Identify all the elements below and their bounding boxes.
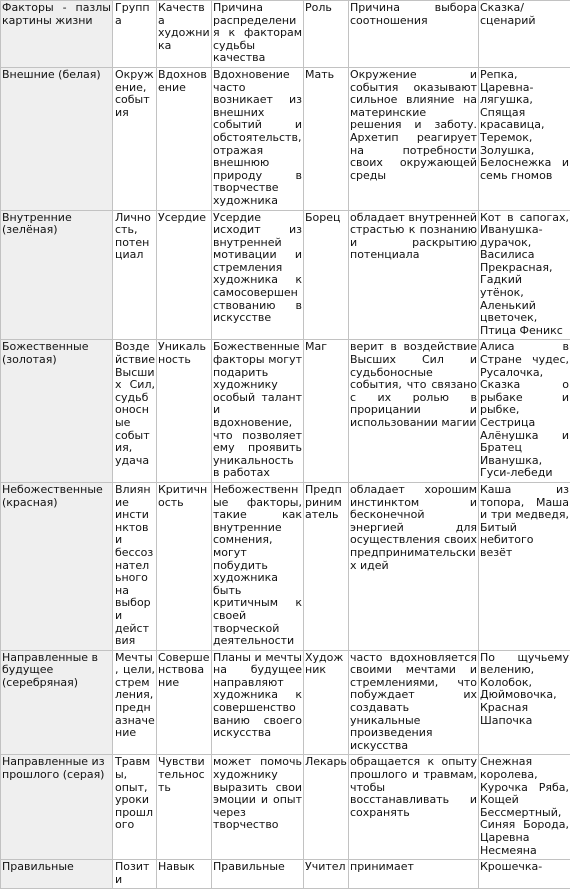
cell-group: Травмы, опыт, уроки прошлого: [113, 755, 157, 860]
table-row: [1, 860, 570, 889]
header-quality: Качества художника: [157, 1, 212, 68]
cell-quality: Усердие: [157, 210, 212, 340]
cell-choice: верит в воздействие Высших Сил и судьбоносные события, что связано с их ролью в прорицании и использовании магии: [349, 340, 479, 483]
table-row: [1, 650, 570, 755]
cell-group: Окружение, события: [113, 67, 157, 210]
cell-reason: Планы и мечты на будущее направляют художника к совершенствованию своего искусства: [212, 650, 304, 755]
cell-role: Предприниматель: [304, 482, 349, 650]
cell-reason: Усердие исходит из внутренней мотивации и стремления художника к самосовершенствованию в искусстве: [212, 210, 304, 340]
cell-reason: Вдохновение часто возникает из внешних событий и обстоятельств, отражая внешнюю природу в творчестве художника: [212, 67, 304, 210]
cell-factor: Небожественные (красная): [1, 482, 113, 650]
cell-quality: Критичность: [157, 482, 212, 650]
header-reason: Причина распределения к факторам судьбы качества: [212, 1, 304, 68]
cell-group: Мечты, цели, стремления, предназначение: [113, 650, 157, 755]
cell-reason: Небожественные факторы, такие как внутренние сомнения, могут побудить художника быть критичным к своей творческой деятельности: [212, 482, 304, 650]
cell-role: Лекарь: [304, 755, 349, 860]
cell-tale: Кот в сапогах, Иванушка-дурачок, Василиса Прекрасная, Гадкий утёнок, Аленький цветочек, Птица Феникс: [479, 210, 570, 340]
header-choice: Причина выбора соотношения: [349, 1, 479, 68]
cell-factor: Божественные (золотая): [1, 340, 113, 483]
cell-factor: Внутренние (зелёная): [1, 210, 113, 340]
table-row: [1, 210, 570, 340]
cell-factor: Направленные в будущее (серебряная): [1, 650, 113, 755]
cell-choice: Окружение и события оказывают сильное влияние на материнские решения и заботу. Архетип реагирует на потребности своих окружающей среды: [349, 67, 479, 210]
cell-quality: Уникальность: [157, 340, 212, 483]
cell-choice: обладает хорошим инстинктом и бесконечной энергией для осуществления своих предпринимательских идей: [349, 482, 479, 650]
table-row: [1, 755, 570, 860]
header-tale: Сказка/ сценарий: [479, 1, 570, 68]
cell-group: Влияние инстинктов и бессознательного на выбор и действия: [113, 482, 157, 650]
cell-factor: Правильные: [1, 860, 113, 889]
cell-tale: Репка, Царевна-лягушка, Спящая красавица, Теремок, Золушка, Белоснежка и семь гномов: [479, 67, 570, 210]
cell-group: Воздействие Высших Сил, судьбоносные события, удача: [113, 340, 157, 483]
table-row: [1, 482, 570, 650]
cell-choice: обладает внутренней страстью к познанию и раскрытию потенциала: [349, 210, 479, 340]
cell-quality: Навык: [157, 860, 212, 889]
header-factors: Факторы - пазлы картины жизни: [1, 1, 113, 68]
cell-factor: Направленные из прошлого (серая): [1, 755, 113, 860]
cell-factor: Внешние (белая): [1, 67, 113, 210]
cell-quality: Вдохновение: [157, 67, 212, 210]
cell-quality: Чувствительность: [157, 755, 212, 860]
cell-tale: Алиса в Стране чудес, Русалочка, Сказка о рыбаке и рыбке, Сестрица Алёнушка и Братец Иванушка, Гуси-лебеди: [479, 340, 570, 483]
table-header-row: [1, 1, 570, 68]
cell-choice: часто вдохновляется своими мечтами и стремлениями, что побуждает их создавать уникальные произведения искусства: [349, 650, 479, 755]
cell-group: Позити: [113, 860, 157, 889]
cell-reason: Правильные: [212, 860, 304, 889]
cell-reason: может помочь художнику выразить свои эмоции и опыт через творчество: [212, 755, 304, 860]
table-row: [1, 67, 570, 210]
cell-reason: Божественные факторы могут подарить художнику особый талант и вдохновение, что позволяет ему проявить уникальность в работах: [212, 340, 304, 483]
cell-quality: Совершенствование: [157, 650, 212, 755]
cell-choice: обращается к опыту прошлого и травмам, чтобы восстанавливать и сохранять: [349, 755, 479, 860]
table-row: [1, 340, 570, 483]
cell-role: Учител: [304, 860, 349, 889]
cell-tale: Каша из топора, Маша и три медведя, Битый небитого везёт: [479, 482, 570, 650]
cell-tale: Крошечка-: [479, 860, 570, 889]
cell-role: Маг: [304, 340, 349, 483]
cell-group: Личность, потенциал: [113, 210, 157, 340]
cell-tale: По щучьему велению, Колобок, Дюймовочка, Красная Шапочка: [479, 650, 570, 755]
header-group: Группа: [113, 1, 157, 68]
cell-tale: Снежная королева, Курочка Ряба, Кощей Бессмертный, Синяя Борода, Царевна Несмеяна: [479, 755, 570, 860]
cell-role: Борец: [304, 210, 349, 340]
header-role: Роль: [304, 1, 349, 68]
cell-role: Художник: [304, 650, 349, 755]
cell-role: Мать: [304, 67, 349, 210]
cell-choice: принимает: [349, 860, 479, 889]
